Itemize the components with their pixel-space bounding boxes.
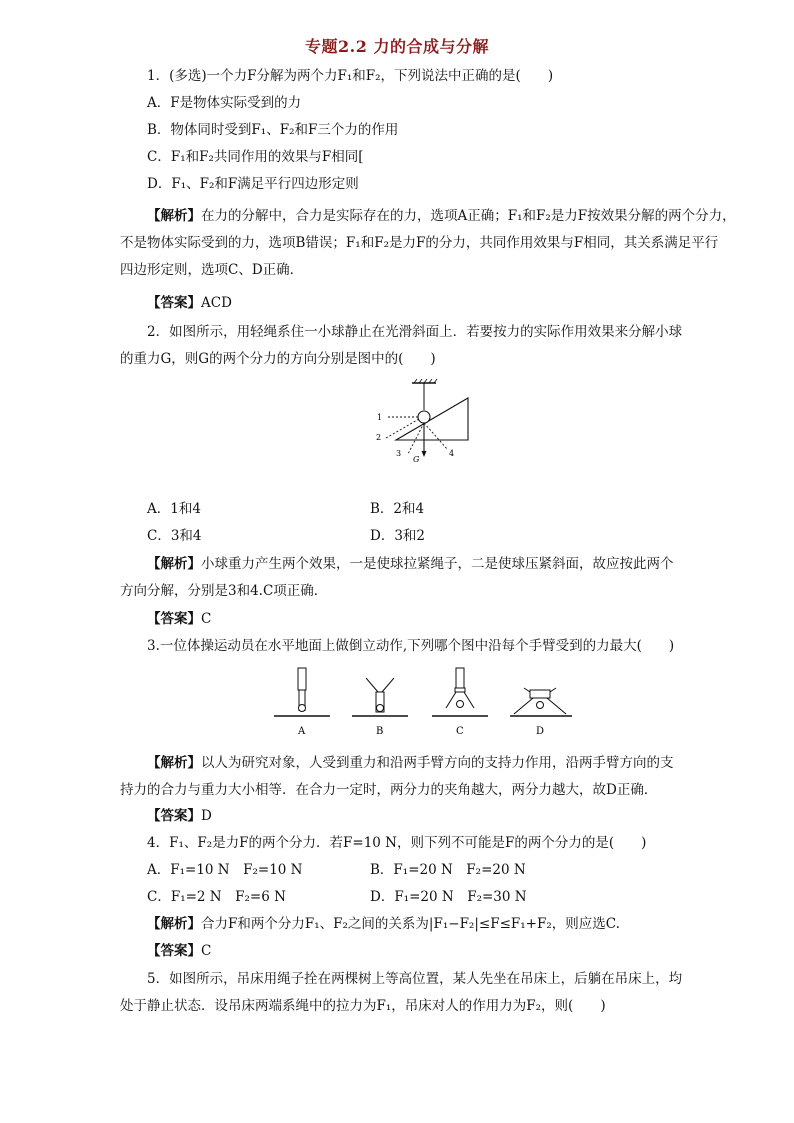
q2-option-b: B．2和4 (370, 501, 425, 517)
q4-answer: 【答案】C (147, 943, 212, 959)
q1-option-a: A．F是物体实际受到的力 (147, 95, 302, 111)
force-direction-4 (424, 423, 448, 450)
answer-tag: 【答案】 (147, 611, 201, 627)
analysis-tag: 【解析】 (147, 916, 201, 932)
q4-option-d: D．F₁=20 N F₂=30 N (370, 889, 527, 905)
figure-b (352, 678, 408, 737)
q1-stem: 1．(多选)一个力F分解为两个力F₁和F₂，下列说法中正确的是( ) (147, 68, 554, 84)
answer-tag: 【答案】 (147, 295, 201, 311)
page-title: 专题2.2 力的合成与分解 (305, 37, 489, 56)
q1-analysis-line-3: 四边形定则，选项C、D正确． (120, 262, 304, 278)
incline-ball-figure (370, 378, 480, 464)
q1-analysis-line-2: 不是物体实际受到的力，选项B错误；F₁和F₂是力F的分力，共同作用效果与F相同，其关系满足平行 (120, 235, 719, 251)
figure-d (510, 688, 572, 737)
gravity-arrow-head (422, 451, 427, 457)
figure-a (274, 668, 330, 737)
q2-stem-line-2: 的重力G，则G的两个分力的方向分别是图中的( ) (120, 351, 436, 367)
q4-stem: 4．F₁、F₂是力F的两个分力．若F=10 N，则下列不可能是F的两个分力的是( ) (147, 835, 647, 851)
q4-option-b: B．F₁=20 N F₂=20 N (370, 862, 526, 878)
gymnast-figures (270, 664, 580, 740)
label-2: 2 (376, 433, 382, 442)
q1-answer: 【答案】ACD (147, 295, 232, 311)
q5-stem-line-1: 5．如图所示，吊床用绳子拴在两棵树上等高位置，某人先坐在吊床上，后躺在吊床上，均 (147, 971, 683, 987)
q2-analysis-line-2: 方向分解，分别是3和4.C项正确． (120, 583, 328, 599)
q1-option-c: C．F₁和F₂共同作用的效果与F相同[ (147, 149, 364, 165)
analysis-tag: 【解析】 (147, 556, 201, 572)
ball (418, 411, 430, 423)
label-1: 1 (377, 413, 383, 422)
figure-a-label: A (298, 726, 306, 737)
q5-stem-line-2: 处于静止状态．设吊床两端系绳中的拉力为F₁，吊床对人的作用力为F₂，则( ) (120, 998, 606, 1014)
q4-option-a: A．F₁=10 N F₂=10 N (147, 862, 303, 878)
incline (396, 398, 468, 440)
figure-d-label: D (536, 726, 545, 737)
analysis-tag: 【解析】 (147, 755, 201, 771)
q3-stem: 3.一位体操运动员在水平地面上做倒立动作,下列哪个图中沿每个手臂受到的力最大( ) (147, 638, 675, 654)
q1-option-b: B．物体同时受到F₁、F₂和F三个力的作用 (147, 122, 399, 138)
q4-option-c: C．F₁=2 N F₂=6 N (147, 889, 286, 905)
analysis-tag: 【解析】 (147, 208, 201, 224)
q2-analysis-line-1: 【解析】小球重力产生两个效果，一是使球拉紧绳子，二是使球压紧斜面，故应按此两个 (147, 556, 674, 572)
q3-analysis-line-2: 持力的合力与重力大小相等．在合力一定时，两分力的夹角越大，两分力越大，故D正确． (120, 782, 658, 798)
q2-answer: 【答案】C (147, 611, 212, 627)
q2-option-c: C．3和4 (147, 528, 202, 544)
q1-analysis-line-1: 【解析】在力的分解中，合力是实际存在的力，选项A正确；F₁和F₂是力F按效果分解的两个分力， (147, 208, 736, 224)
force-direction-3 (408, 423, 424, 454)
figure-c-label: C (456, 726, 464, 737)
q2-stem-line-1: 2．如图所示，用轻绳系住一小球静止在光滑斜面上．若要按力的实际作用效果来分解小球 (147, 324, 683, 340)
force-direction-2 (386, 419, 419, 438)
figure-c (432, 668, 488, 737)
q4-analysis: 【解析】合力F和两个分力F₁、F₂之间的关系为|F₁−F₂|≤F≤F₁+F₂，则应选C. (147, 916, 620, 932)
q2-option-d: D．3和2 (370, 528, 426, 544)
answer-tag: 【答案】 (147, 808, 201, 824)
label-3: 3 (396, 449, 402, 458)
q2-option-a: A．1和4 (147, 501, 201, 517)
q3-analysis-line-1: 【解析】以人为研究对象，人受到重力和沿两手臂方向的支持力作用，沿两手臂方向的支 (147, 755, 674, 771)
label-G: G (413, 455, 420, 464)
label-4: 4 (449, 449, 455, 458)
q1-option-d: D．F₁、F₂和F满足平行四边形定则 (147, 176, 359, 192)
q3-answer: 【答案】D (147, 808, 212, 824)
figure-b-label: B (376, 726, 384, 737)
answer-tag: 【答案】 (147, 943, 201, 959)
